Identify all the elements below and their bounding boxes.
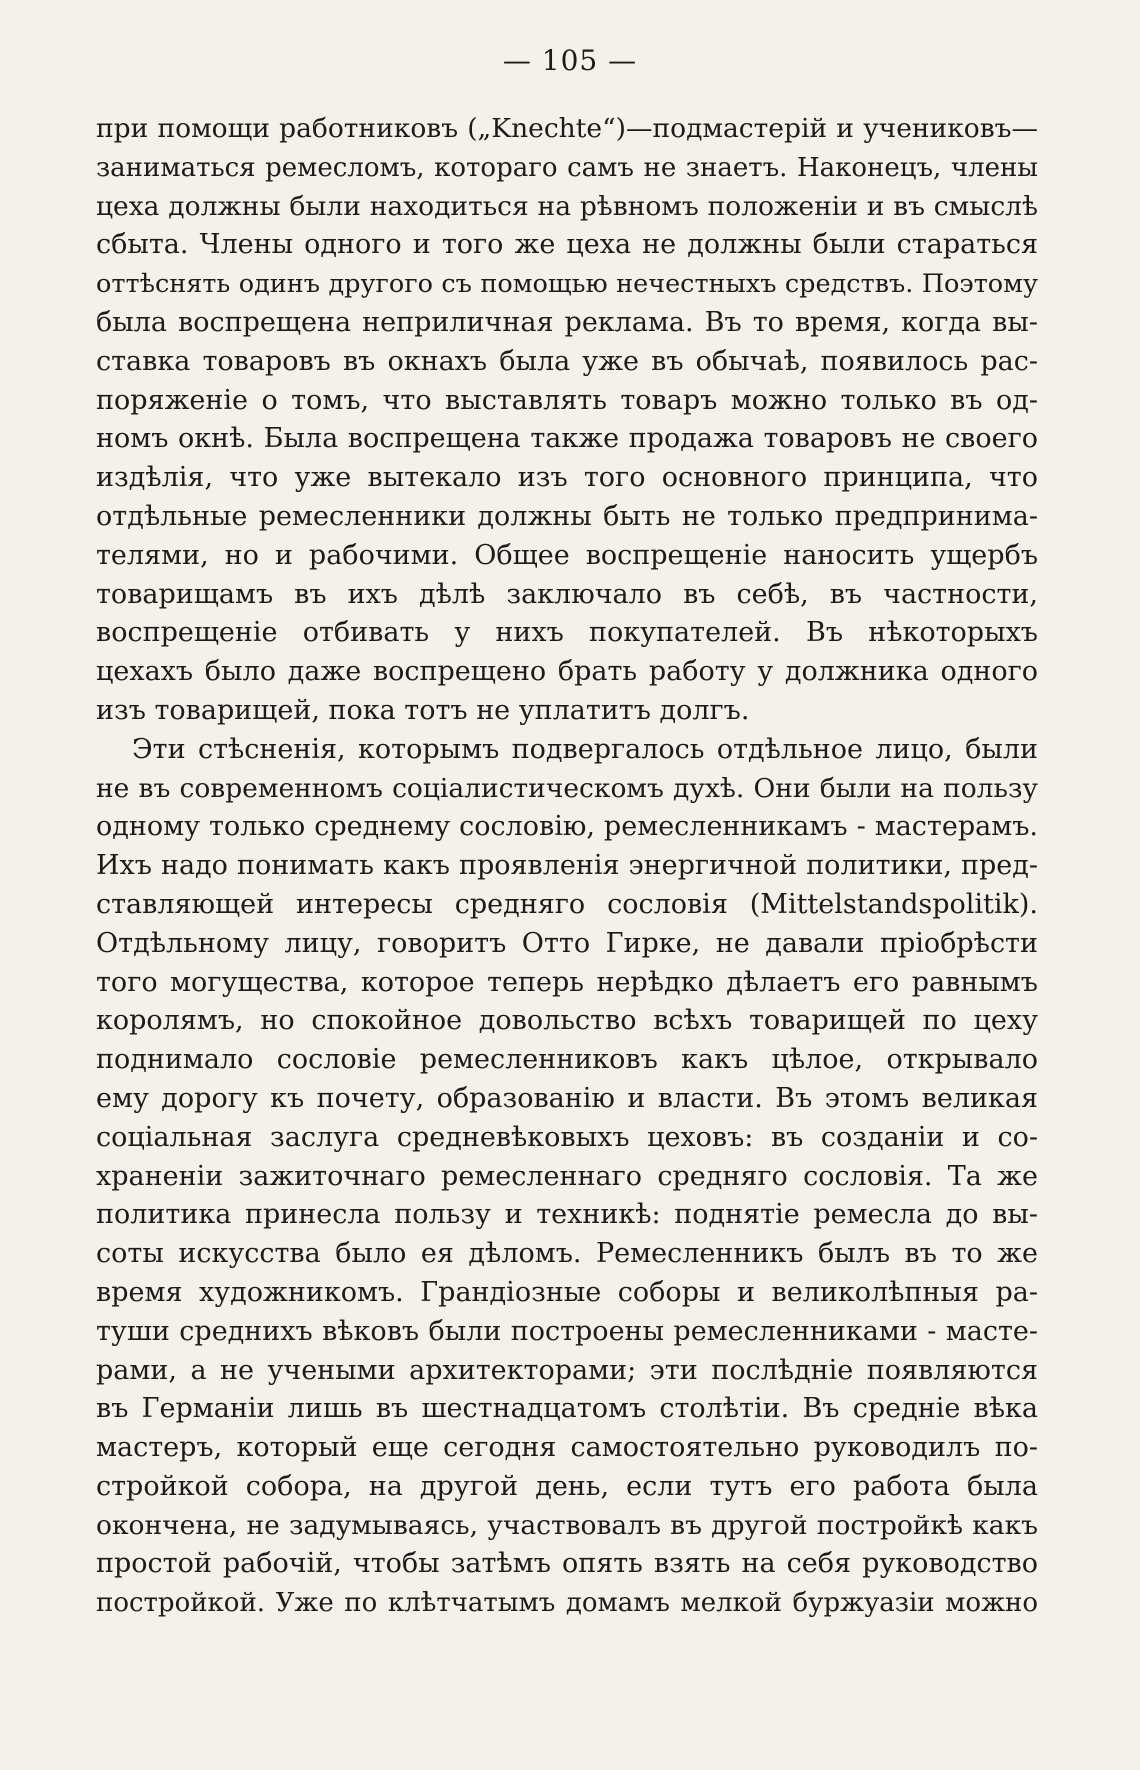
text-line: заниматься ремесломъ, котораго самъ не знаетъ. Наконецъ, члены <box>96 152 1038 183</box>
text-line: одному только среднему сословію, ремесленникамъ - мастерамъ. <box>96 811 1038 843</box>
text-line: храненіи зажиточнаго ремесленнаго средняго сословія. Та же <box>96 1160 1038 1192</box>
text-line: телями, но и рабочими. Общее воспрещеніе наносить ущербъ <box>96 539 1038 571</box>
text-line: при помощи работниковъ („Knechte“)—подмастерій и учениковъ— <box>96 113 1038 144</box>
text-line: не въ современномъ соціалистическомъ духѣ. Они были на пользу <box>96 772 1038 804</box>
text-line: окончена, не задумываясь, участвовалъ въ другой постройкѣ какъ <box>96 1509 1038 1541</box>
text-line: политика принесла пользу и техникѣ: поднятіе ремесла до вы- <box>96 1199 1038 1231</box>
text-line: воспрещеніе отбивать у нихъ покупателей. Въ нѣкоторыхъ <box>96 617 1038 649</box>
text-line: мастеръ, который еще сегодня самостоятельно руководилъ по- <box>96 1432 1038 1464</box>
text-line: была воспрещена неприличная реклама. Въ то время, когда вы- <box>96 306 1038 338</box>
text-line: ставляющей интересы средняго сословія (Mittelstandspolitik). <box>96 888 1038 920</box>
text-line: номъ окнѣ. Была воспрещена также продажа товаровъ не своего <box>96 423 1038 455</box>
text-line: рами, а не учеными архитекторами; эти послѣдніе появляются <box>96 1354 1038 1386</box>
text-line: изъ товарищей, пока тотъ не уплатитъ долгъ. <box>96 694 750 726</box>
text-line: стройкой собора, на другой день, если тутъ его работа была <box>96 1470 1038 1502</box>
text-line: соціальная заслуга средневѣковыхъ цеховъ: въ созданіи и со- <box>96 1121 1038 1153</box>
paragraph-2 <box>96 731 1038 1623</box>
text-line: туши среднихъ вѣковъ были построены ремесленниками - масте- <box>96 1315 1038 1347</box>
text-line: соты искусства было ея дѣломъ. Ремесленникъ былъ въ то же <box>96 1238 1038 1270</box>
text-line: оттѣснять одинъ другого съ помощью нечестныхъ средствъ. Поэтому <box>96 269 1038 300</box>
text-line: Ихъ надо понимать какъ проявленія энергичной политики, пред- <box>96 850 1038 882</box>
page-number: — 105 — <box>502 44 638 77</box>
text-line: того могущества, которое теперь нерѣдко дѣлаетъ его равнымъ <box>96 966 1038 998</box>
text-line: Отдѣльному лицу, говоритъ Отто Гирке, не давали пріобрѣсти <box>96 927 1038 959</box>
text-line: ставка товаровъ въ окнахъ была уже въ обычаѣ, появилось рас- <box>96 345 1038 377</box>
text-line: цехахъ было даже воспрещено брать работу у должника одного <box>96 656 1038 688</box>
text-line: товарищамъ въ ихъ дѣлѣ заключало въ себѣ, въ частности, <box>96 578 1038 610</box>
text-line: королямъ, но спокойное довольство всѣхъ товарищей по цеху <box>96 1005 1038 1037</box>
text-line: отдѣльные ремесленники должны быть не только предпринима- <box>96 500 1038 532</box>
text-line: постройкой. Уже по клѣтчатымъ домамъ мелкой буржуазіи можно <box>96 1588 1038 1619</box>
text-line: въ Германіи лишь въ шестнадцатомъ столѣтіи. Въ средніе вѣка <box>96 1393 1038 1425</box>
page-text <box>96 110 1038 1623</box>
text-line: поряженіе о томъ, что выставлять товаръ можно только въ од- <box>96 384 1038 416</box>
text-line: поднимало сословіе ремесленниковъ какъ цѣлое, открывало <box>96 1044 1038 1076</box>
text-line: Эти стѣсненія, которымъ подвергалось отдѣльное лицо, были <box>132 733 1038 765</box>
paragraph-1 <box>96 110 1038 731</box>
text-line: издѣлія, что уже вытекало изъ того основного принципа, что <box>96 462 1038 494</box>
text-line: ему дорогу къ почету, образованію и власти. Въ этомъ великая <box>96 1082 1038 1114</box>
text-line: сбыта. Члены одного и того же цеха не должны были стараться <box>96 229 1038 261</box>
text-line: простой рабочій, чтобы затѣмъ опять взять на себя руководство <box>96 1548 1038 1580</box>
text-line: время художникомъ. Грандіозные соборы и великолѣпныя ра- <box>96 1276 1038 1308</box>
text-line: цеха должны были находиться на рѣвномъ положеніи и въ смыслѣ <box>96 190 1038 222</box>
